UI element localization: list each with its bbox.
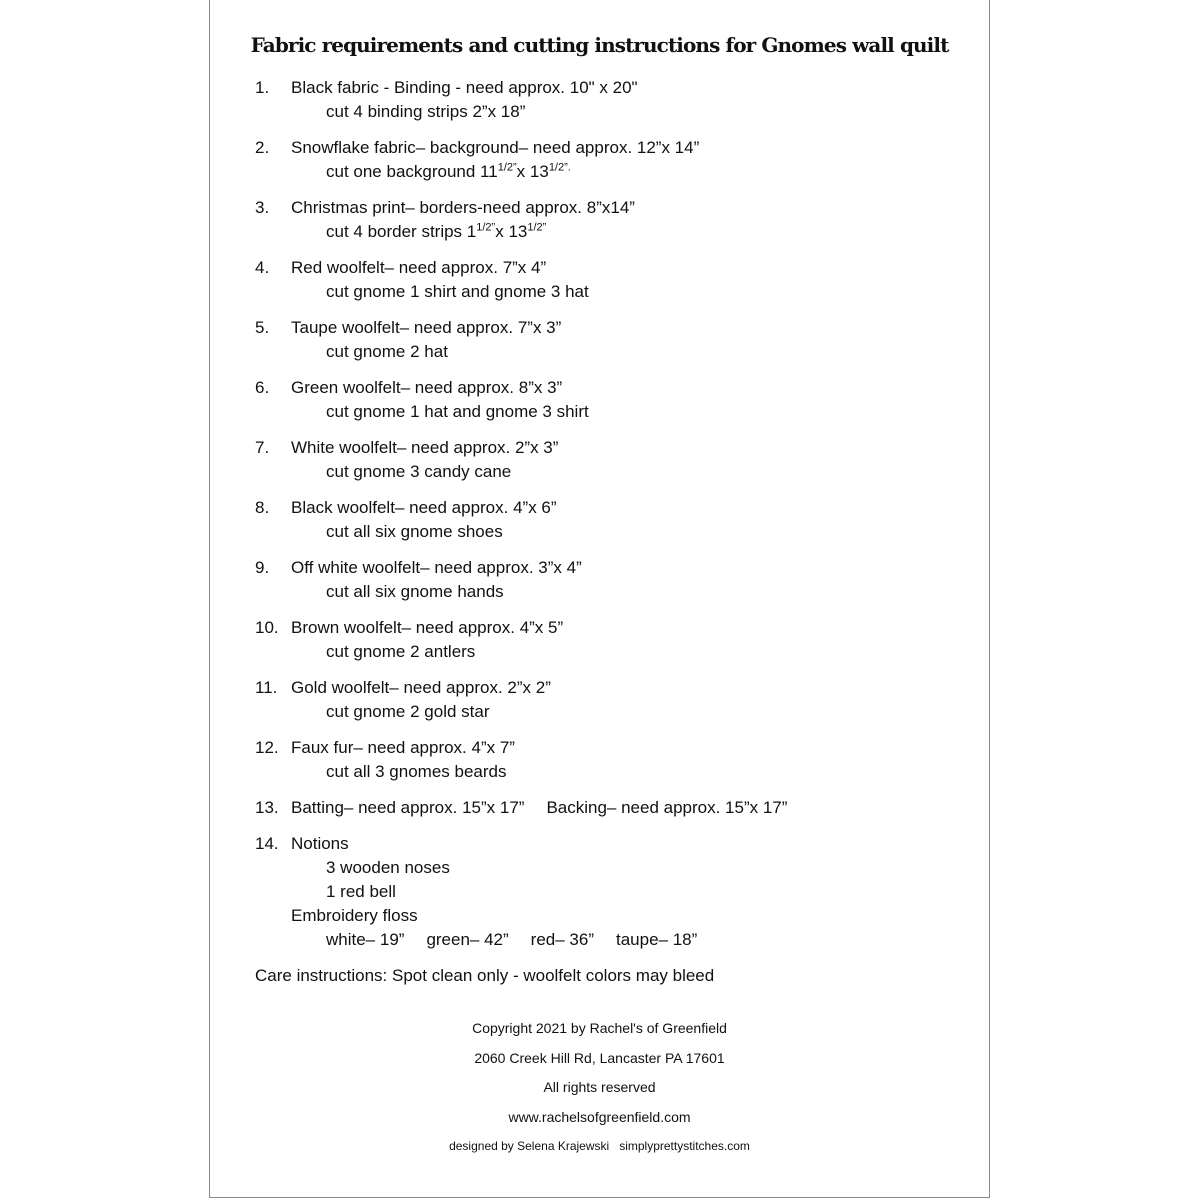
item-cut-instruction: cut gnome 1 shirt and gnome 3 hat bbox=[326, 282, 589, 301]
list-item-5 bbox=[255, 316, 955, 364]
designer-credit bbox=[210, 1132, 989, 1162]
list-item-10 bbox=[255, 616, 955, 664]
item-requirement: White woolfelt– need approx. 2”x 3” bbox=[291, 438, 559, 457]
item-number: 8. bbox=[255, 498, 270, 517]
item-number: 10. bbox=[255, 618, 279, 637]
care-instructions: Care instructions: Spot clean only - woolfelt colors may bleed bbox=[255, 966, 715, 985]
item-number: 11. bbox=[255, 678, 278, 697]
instruction-page bbox=[209, 0, 990, 1198]
item-requirement: Gold woolfelt– need approx. 2”x 2” bbox=[291, 678, 551, 697]
item-number: 1. bbox=[255, 78, 270, 97]
item-requirement: Red woolfelt– need approx. 7”x 4” bbox=[291, 258, 547, 277]
list-item-3 bbox=[255, 196, 955, 244]
list-item-1 bbox=[255, 76, 955, 124]
backing-requirement: Backing– need approx. 15”x 17” bbox=[546, 798, 788, 817]
address: 2060 Creek Hill Rd, Lancaster PA 17601 bbox=[474, 1049, 725, 1066]
designer-site[interactable]: simplyprettystitches.com bbox=[619, 1139, 750, 1153]
notions-label: Notions bbox=[291, 834, 349, 853]
footer bbox=[210, 1014, 989, 1162]
list-item-12 bbox=[255, 736, 955, 784]
list-item-11 bbox=[255, 676, 955, 724]
floss-label: Embroidery floss bbox=[291, 906, 418, 925]
rights-reserved: All rights reserved bbox=[543, 1079, 656, 1095]
item-requirement: Brown woolfelt– need approx. 4”x 5” bbox=[291, 618, 564, 637]
item-number: 12. bbox=[255, 738, 279, 757]
list-item-2 bbox=[255, 136, 955, 184]
item-cut-instruction: cut gnome 2 gold star bbox=[326, 702, 490, 721]
cut-text: cut one background 11 bbox=[326, 162, 498, 181]
item-number: 5. bbox=[255, 318, 270, 337]
item-number: 7. bbox=[255, 438, 270, 457]
batting-requirement: Batting– need approx. 15”x 17” bbox=[291, 798, 525, 817]
item-number: 9. bbox=[255, 558, 270, 577]
item-cut-instruction: cut all 3 gnomes beards bbox=[326, 762, 507, 781]
designer-name: designed by Selena Krajewski bbox=[449, 1139, 610, 1153]
fraction: 1/2” bbox=[497, 161, 517, 174]
page-title: Fabric requirements and cutting instructions for Gnomes wall quilt bbox=[250, 33, 949, 57]
fraction: 1/2”. bbox=[548, 161, 571, 174]
item-cut-instruction: cut all six gnome shoes bbox=[326, 522, 503, 541]
requirements-list bbox=[255, 76, 955, 988]
item-requirement: Faux fur– need approx. 4”x 7” bbox=[291, 738, 515, 757]
floss-green: green– 42” bbox=[426, 930, 509, 949]
cut-text-mid: x 13 bbox=[516, 162, 549, 181]
item-number: 2. bbox=[255, 138, 270, 157]
item-requirement: Black woolfelt– need approx. 4”x 6” bbox=[291, 498, 557, 517]
notion-item: 3 wooden noses bbox=[326, 858, 450, 877]
copyright: Copyright 2021 by Rachel's of Greenfield bbox=[472, 1020, 727, 1036]
list-item-9 bbox=[255, 556, 955, 604]
list-item-14 bbox=[255, 832, 955, 952]
notion-item: 1 red bell bbox=[326, 882, 396, 901]
item-number: 3. bbox=[255, 198, 270, 217]
item-cut-instruction bbox=[326, 160, 955, 184]
item-cut-instruction: cut 4 binding strips 2”x 18” bbox=[326, 102, 526, 121]
item-cut-instruction: cut gnome 2 antlers bbox=[326, 642, 476, 661]
floss-red: red– 36” bbox=[530, 930, 594, 949]
item-number: 14. bbox=[255, 834, 279, 853]
list-item-7 bbox=[255, 436, 955, 484]
item-cut-instruction: cut gnome 3 candy cane bbox=[326, 462, 512, 481]
item-requirement bbox=[291, 796, 955, 820]
list-item-4 bbox=[255, 256, 955, 304]
cut-text-mid: x 13 bbox=[495, 222, 528, 241]
item-requirement: Green woolfelt– need approx. 8”x 3” bbox=[291, 378, 563, 397]
floss-taupe: taupe– 18” bbox=[616, 930, 698, 949]
list-item-8 bbox=[255, 496, 955, 544]
item-number: 13. bbox=[255, 798, 279, 817]
item-requirement: Off white woolfelt– need approx. 3”x 4” bbox=[291, 558, 582, 577]
item-requirement: Black fabric - Binding - need approx. 10" x 20" bbox=[291, 78, 638, 97]
item-cut-instruction: cut gnome 2 hat bbox=[326, 342, 448, 361]
item-cut-instruction: cut gnome 1 hat and gnome 3 shirt bbox=[326, 402, 589, 421]
item-requirement: Snowflake fabric– background– need approx. 12”x 14” bbox=[291, 138, 700, 157]
fraction: 1/2” bbox=[476, 221, 496, 234]
item-requirement: Christmas print– borders-need approx. 8”x14” bbox=[291, 198, 635, 217]
floss-amounts bbox=[326, 928, 955, 952]
list-item-13 bbox=[255, 796, 955, 820]
item-cut-instruction bbox=[326, 220, 955, 244]
list-item-6 bbox=[255, 376, 955, 424]
floss-white: white– 19” bbox=[326, 930, 405, 949]
item-number: 6. bbox=[255, 378, 270, 397]
fraction: 1/2” bbox=[527, 221, 547, 234]
item-cut-instruction: cut all six gnome hands bbox=[326, 582, 504, 601]
cut-text: cut 4 border strips 1 bbox=[326, 222, 477, 241]
website-link[interactable]: www.rachelsofgreenfield.com bbox=[508, 1108, 691, 1125]
item-requirement: Taupe woolfelt– need approx. 7”x 3” bbox=[291, 318, 562, 337]
item-number: 4. bbox=[255, 258, 270, 277]
